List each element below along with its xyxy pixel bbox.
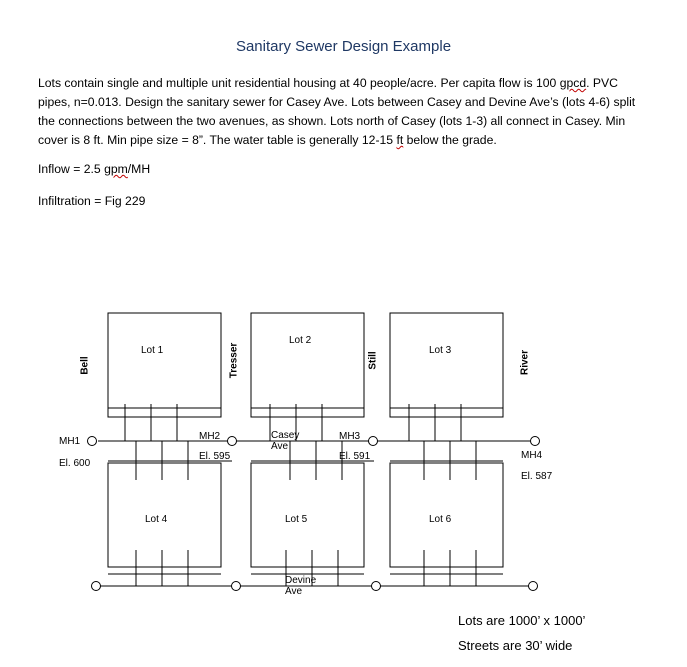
manhole-4-symbol	[531, 437, 540, 446]
paragraph-ft: ft	[396, 133, 404, 147]
lot-1-box	[108, 313, 221, 417]
lot-2-box	[251, 313, 364, 417]
lot-4-services-bottom	[108, 550, 221, 586]
devine-label: Devine	[285, 575, 317, 586]
lot-6-services-bottom	[390, 550, 503, 586]
casey-ave-label	[271, 430, 299, 452]
devine-manhole-4-symbol	[529, 582, 538, 591]
lot-5-label: Lot 5	[285, 514, 308, 525]
paragraph-gpcd: gpcd	[559, 76, 587, 90]
devine-ave-label	[285, 575, 316, 597]
devine-manhole-3-symbol	[372, 582, 381, 591]
page-title: Sanitary Sewer Design Example	[235, 38, 452, 55]
manhole-2-symbol	[228, 437, 237, 446]
inflow-suffix: /MH	[127, 162, 151, 176]
mh1-elevation: El. 600	[59, 458, 91, 469]
mh4-elevation: El. 587	[521, 471, 553, 482]
lot-5-box	[251, 463, 364, 567]
inflow-unit: gpm	[104, 162, 128, 176]
lot-3-label: Lot 3	[429, 345, 452, 356]
paragraph-part2: . PVC pipes, n=0.013. Design the sanitary sewer for Casey Ave. Lots between Casey and Devine Ave’s (lots 4-6) split the connections between the two avenues, as shown. Lots north of Casey (lots 1-3) all connect in Casey. Min cover is 8 ft. Min pipe size = 8”. The water table is generally 12-15	[38, 76, 636, 147]
devine-manhole-2-symbol	[232, 582, 241, 591]
paragraph-part1: Lots contain single and multiple unit residential housing at 40 people/acre. Per capita flow is 100	[38, 76, 560, 90]
manhole-1-symbol	[88, 437, 97, 446]
mh2-label: MH2	[199, 431, 221, 442]
bell-street-label: Bell	[79, 356, 91, 375]
lot-6-label: Lot 6	[429, 514, 452, 525]
lot-3-box	[390, 313, 503, 417]
manhole-3-symbol	[369, 437, 378, 446]
tresser-street-label: Tresser	[228, 342, 240, 379]
lot-6-services-top	[390, 441, 503, 480]
river-street-label: River	[519, 350, 531, 376]
lot-3-services	[390, 404, 503, 441]
lot-4-label: Lot 4	[145, 514, 168, 525]
mh3-label: MH3	[339, 431, 361, 442]
mh1-label: MH1	[59, 436, 81, 447]
casey-label: Casey	[271, 430, 300, 441]
street-width-note: Streets are 30’ wide	[458, 638, 573, 653]
mh3-elevation: El. 591	[339, 451, 371, 462]
lot-size-note: Lots are 1000’ x 1000’	[458, 613, 586, 628]
mh4-label: MH4	[521, 450, 543, 461]
lot-2-label: Lot 2	[289, 335, 312, 346]
paragraph-part3: below the grade.	[403, 133, 497, 147]
infiltration-line: Infiltration = Fig 229	[38, 194, 146, 208]
casey-ave-suffix: Ave	[271, 441, 289, 452]
still-street-label: Still	[367, 351, 379, 370]
lot-1-label: Lot 1	[141, 345, 164, 356]
devine-ave-suffix: Ave	[285, 586, 303, 597]
devine-manhole-1-symbol	[92, 582, 101, 591]
inflow-prefix: Inflow = 2.5	[38, 162, 105, 176]
mh2-elevation: El. 595	[199, 451, 231, 462]
